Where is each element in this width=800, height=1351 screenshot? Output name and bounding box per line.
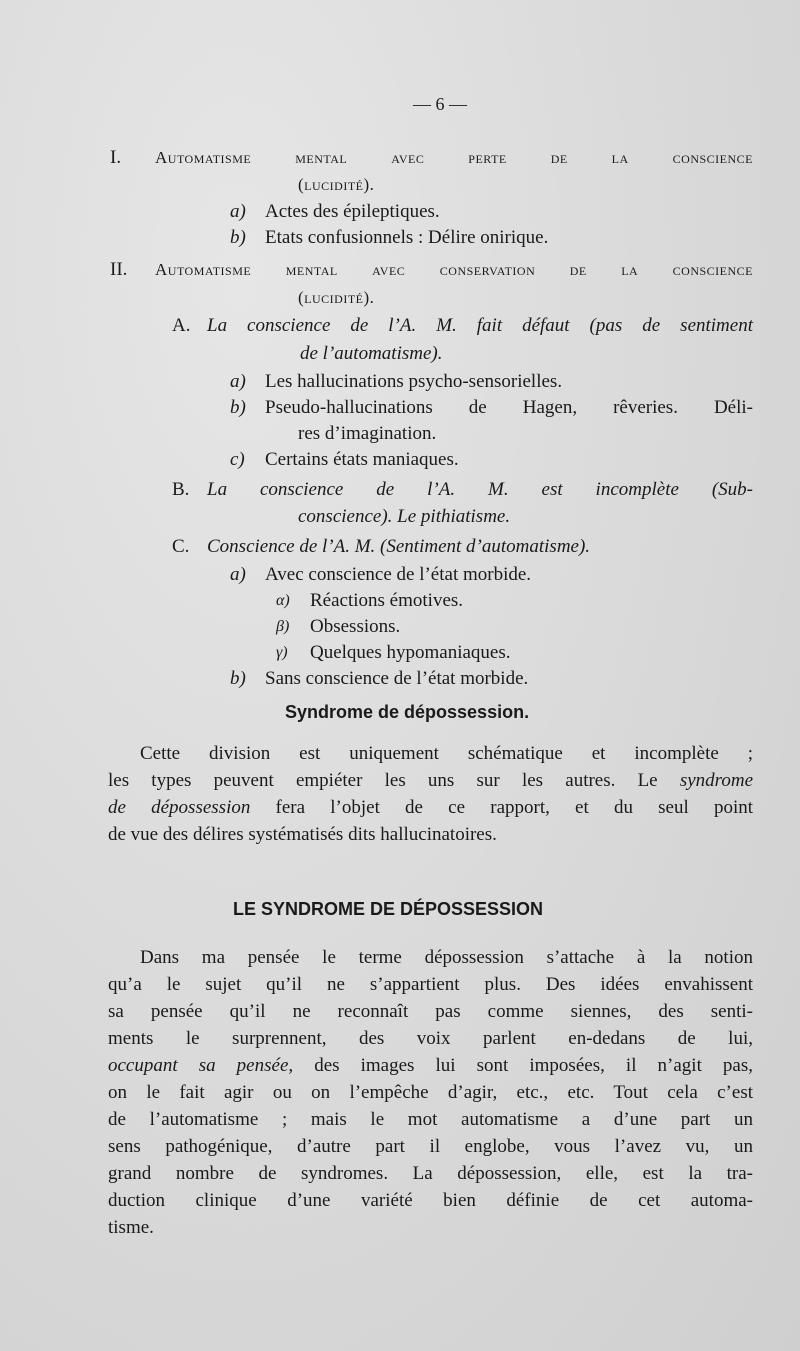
outline-A-title-cont: de l’automatisme). [300,343,443,364]
outline-C-a-text: Avec conscience de l’état morbide. [265,564,532,585]
syndrome-subtitle: Syndrome de dépossession. [285,702,530,722]
outline-I-b-label: b) [230,227,246,248]
outline-A-b-text: Pseudo-hallucinations de Hagen, rêveries. Déli- [265,397,753,418]
outline-II-title: Automatisme mental avec conservation de la conscience [155,260,753,279]
outline-C-gamma-text: Quelques hypomaniaques. [310,642,511,663]
paragraph2-line9: grand nombre de syndromes. La dépossession, elle, est la tra- [108,1163,753,1184]
outline-C-beta-text: Obsessions. [310,616,401,637]
outline-C-title: Conscience de l’A. M. (Sentiment d’automatisme). [207,536,591,557]
paragraph2-line3: sa pensée qu’il ne reconnaît pas comme siennes, des senti- [108,1001,753,1022]
page-number: — 6 — [413,94,467,114]
outline-I-a-label: a) [230,201,246,222]
paragraph1-line1: Cette division est uniquement schématique et incomplète ; [140,743,753,764]
outline-A-label: A. [172,315,191,336]
outline-A-title: La conscience de l’A. M. fait défaut (pas de sentiment [207,315,753,336]
paragraph2-line5 [108,1054,753,1078]
paragraph1-line3-italic: de dépossession [108,797,251,818]
outline-A-c-text: Certains états maniaques. [265,449,459,470]
outline-I-title-cont: (lucidité). [298,175,375,194]
paragraph1-line3 [108,796,753,820]
outline-A-b-label: b) [230,397,246,418]
paragraph1-line3-text: fera l’objet de ce rapport, et du seul point [250,797,753,818]
paragraph2-line2: qu’a le sujet qu’il ne s’appartient plus. Des idées envahissent [108,974,753,995]
section-title: LE SYNDROME DE DÉPOSSESSION [233,899,544,919]
paragraph2-line5-text: des images lui sont imposées, il n’agit pas, [293,1055,754,1076]
outline-C-alpha-text: Réactions émotives. [310,590,464,611]
paragraph2-line1: Dans ma pensée le terme dépossession s’attache à la notion [140,947,753,968]
outline-A-a-label: a) [230,371,246,392]
outline-numeral-II: II. [110,259,128,280]
outline-numeral-I: I. [110,147,122,168]
outline-C-b-label: b) [230,668,246,689]
outline-C-gamma-label: γ) [276,644,288,661]
outline-C-alpha-label: α) [276,592,290,609]
outline-I-a-text: Actes des épileptiques. [265,201,440,222]
paragraph2-line11: tisme. [108,1217,154,1238]
outline-B-title-cont: conscience). Le pithiatisme. [298,506,511,527]
outline-A-c-label: c) [230,449,245,470]
outline-C-a-label: a) [230,564,246,585]
outline-B-label: B. [172,479,190,500]
paragraph1-line2-text: les types peuvent empiéter les uns sur les autres. Le [108,770,680,791]
paragraph2-line5-italic: occupant sa pensée, [108,1055,294,1076]
paragraph1-line4: de vue des délires systématisés dits hallucinatoires. [108,824,497,845]
paragraph2-line7: de l’automatisme ; mais le mot automatisme a d’une part un [108,1109,753,1130]
paragraph2-line8: sens pathogénique, d’autre part il englobe, vous l’avez vu, un [108,1136,753,1157]
outline-C-b-text: Sans conscience de l’état morbide. [265,668,529,689]
outline-C-beta-label: β) [276,618,290,635]
paragraph2-line10: duction clinique d’une variété bien définie de cet automa- [108,1190,753,1211]
outline-B-title: La conscience de l’A. M. est incomplète (Sub- [207,479,753,500]
paragraph2-line6: on le fait agir ou on l’empêche d’agir, etc., etc. Tout cela c’est [108,1082,753,1103]
outline-A-a-text: Les hallucinations psycho-sensorielles. [265,371,563,392]
paragraph1-line2-italic: syndrome [679,770,753,791]
paragraph2-line4: ments le surprennent, des voix parlent en-dedans de lui, [108,1028,753,1049]
outline-II-title-cont: (lucidité). [298,288,375,307]
outline-C-label: C. [172,536,190,557]
outline-A-b-text-cont: res d’imagination. [298,423,437,444]
outline-I-b-text: Etats confusionnels : Délire onirique. [265,227,549,248]
paragraph1-line2 [108,769,753,793]
outline-I-title: Automatisme mental avec perte de la conscience [155,148,753,167]
